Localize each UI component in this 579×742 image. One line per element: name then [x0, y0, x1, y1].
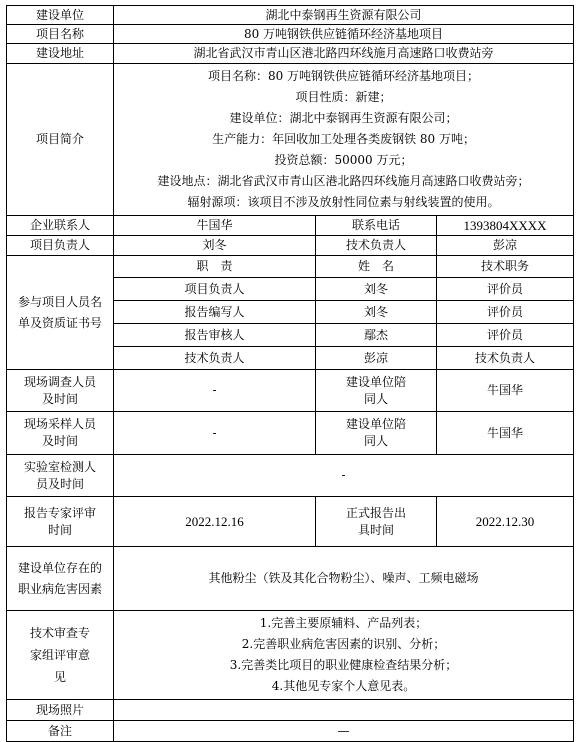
survey-accompany-label: 建设单位陪同人	[316, 370, 437, 412]
staff-name: 刘冬	[316, 278, 437, 301]
address-value: 湖北省武汉市青山区港北路四环线施月高速路口收费站旁	[114, 44, 574, 64]
opinion-line: 4.其他见专家个人意见表。	[271, 679, 416, 693]
sampling-row	[7, 412, 574, 455]
contact-label: 企业联系人	[7, 216, 114, 236]
review-label: 报告专家评审时间	[7, 497, 114, 547]
opinion-line: 1.完善主要原辅料、产品列表；	[259, 616, 428, 630]
unit-value: 湖北中泰钢再生资源有限公司	[114, 6, 574, 25]
hazards-row	[7, 547, 574, 611]
lab-value: -	[114, 455, 574, 497]
photos-value	[114, 700, 574, 721]
tech-leader-value: 彭凉	[437, 236, 574, 256]
survey-value: -	[114, 370, 316, 412]
staff-label: 参与项目人员名单及资质证书号	[7, 256, 114, 370]
staff-duty: 报告编写人	[114, 301, 316, 324]
staff-header-name: 姓 名	[316, 256, 437, 278]
address-label: 建设地址	[7, 44, 114, 64]
unit-row	[7, 6, 574, 25]
opinions-row	[7, 611, 574, 700]
opinions-content	[114, 611, 574, 700]
staff-header-row	[7, 256, 574, 278]
contact-value: 牛国华	[114, 216, 316, 236]
project-info-table	[6, 5, 574, 742]
opinion-line: 3.完善类比项目的职业健康检查结果分析；	[229, 658, 458, 672]
hazards-label: 建设单位存在的职业病危害因素	[7, 547, 114, 611]
staff-name: 鄢杰	[316, 324, 437, 347]
review-date: 2022.12.16	[114, 497, 316, 547]
survey-label: 现场调查人员及时间	[7, 370, 114, 412]
intro-line: 项目名称：80 万吨钢铁供应链循环经济基地项目；	[207, 69, 480, 83]
project-name-row	[7, 25, 574, 44]
tech-leader-label: 技术负责人	[316, 236, 437, 256]
staff-title: 评价员	[437, 301, 574, 324]
contact-row	[7, 216, 574, 236]
intro-content	[114, 64, 574, 216]
sampling-accompany-label: 建设单位陪同人	[316, 412, 437, 455]
leader-row	[7, 236, 574, 256]
project-name-label: 项目名称	[7, 25, 114, 44]
intro-line: 建设单位：湖北中泰钢再生资源有限公司；	[229, 111, 458, 125]
hazards-value: 其他粉尘（铁及其化合物粉尘）、噪声、工频电磁场	[114, 547, 574, 611]
staff-name: 刘冬	[316, 301, 437, 324]
staff-title: 评价员	[437, 278, 574, 301]
opinions-label: 技术审查专家组评审意见	[7, 611, 114, 700]
staff-header-duty: 职 责	[114, 256, 316, 278]
remarks-label: 备注	[7, 721, 114, 742]
staff-title: 评价员	[437, 324, 574, 347]
sampling-accompany-value: 牛国华	[437, 412, 574, 455]
survey-row	[7, 370, 574, 412]
sampling-label: 现场采样人员及时间	[7, 412, 114, 455]
intro-label: 项目简介	[7, 64, 114, 216]
leader-label: 项目负责人	[7, 236, 114, 256]
staff-duty: 报告审核人	[114, 324, 316, 347]
intro-row	[7, 64, 574, 216]
photos-label: 现场照片	[7, 700, 114, 721]
intro-line: 建设地点：湖北省武汉市青山区港北路四环线施月高速路口收费站旁；	[157, 174, 530, 188]
intro-line: 投资总额：50000 万元；	[274, 153, 413, 167]
unit-label: 建设单位	[7, 6, 114, 25]
staff-header-title: 技术职务	[437, 256, 574, 278]
staff-title: 技术负责人	[437, 347, 574, 370]
intro-line: 生产能力：年回收加工处理各类废钢铁 80 万吨；	[212, 132, 475, 146]
staff-duty: 项目负责人	[114, 278, 316, 301]
lab-label: 实验室检测人员及时间	[7, 455, 114, 497]
phone-label: 联系电话	[316, 216, 437, 236]
sampling-value: -	[114, 412, 316, 455]
remarks-value: —	[114, 721, 574, 742]
intro-line: 项目性质：新建；	[295, 90, 392, 104]
project-name-value: 80 万吨钢铁供应链循环经济基地项目	[114, 25, 574, 44]
remarks-row	[7, 721, 574, 742]
survey-accompany-value: 牛国华	[437, 370, 574, 412]
issue-date: 2022.12.30	[437, 497, 574, 547]
opinion-line: 2.完善职业病危害因素的识别、分析；	[241, 637, 446, 651]
review-row	[7, 497, 574, 547]
leader-value: 刘冬	[114, 236, 316, 256]
phone-value: 1393804XXXX	[437, 216, 574, 236]
staff-name: 彭凉	[316, 347, 437, 370]
intro-line: 辐射源项：该项目不涉及放射性同位素与射线装置的使用。	[187, 195, 500, 209]
issue-label: 正式报告出具时间	[316, 497, 437, 547]
lab-row	[7, 455, 574, 497]
staff-duty: 技术负责人	[114, 347, 316, 370]
photos-row	[7, 700, 574, 721]
address-row	[7, 44, 574, 64]
